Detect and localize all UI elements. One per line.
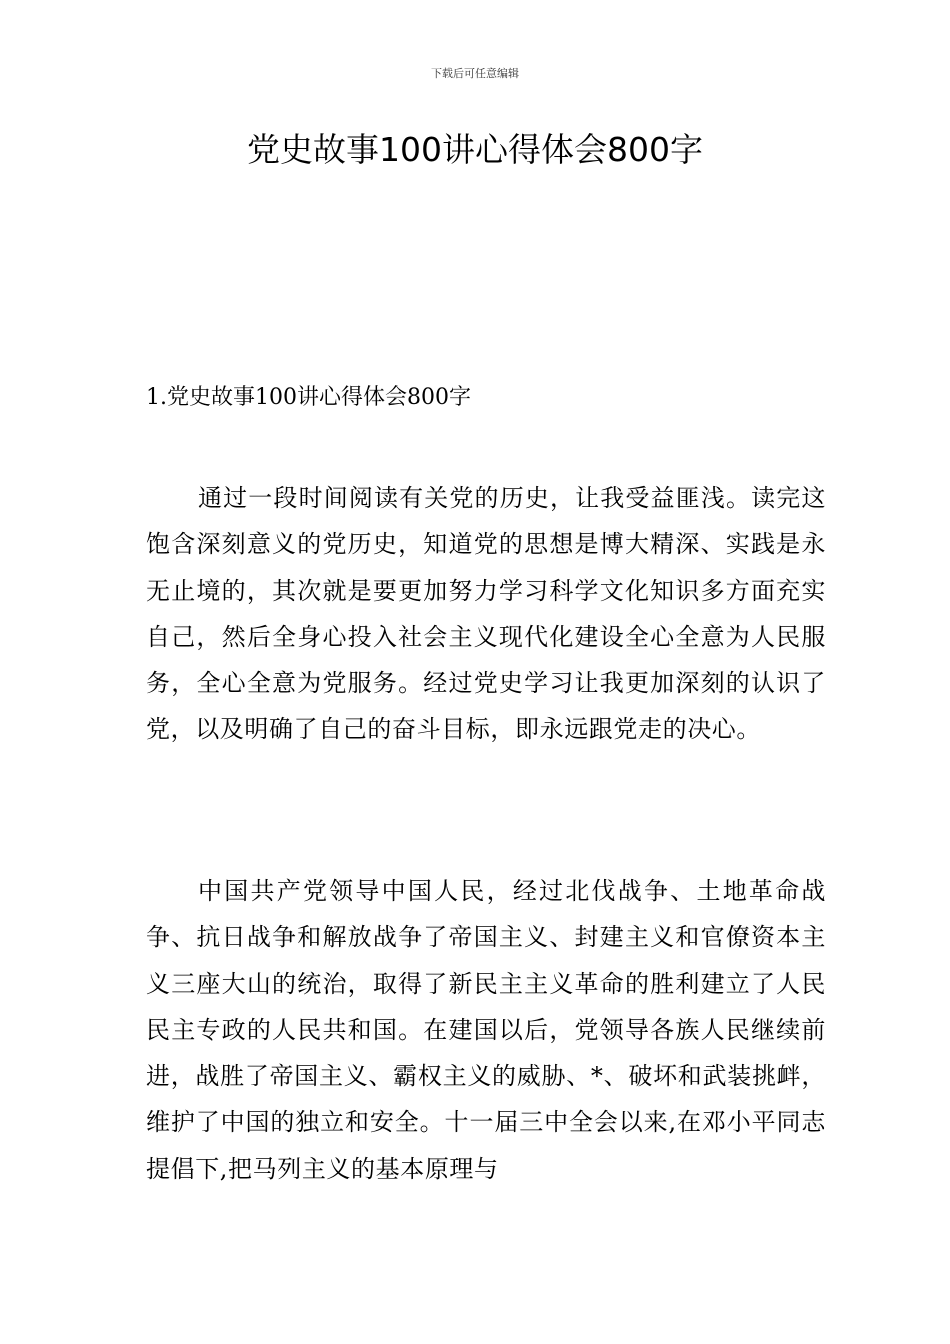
paragraph-1: 通过一段时间阅读有关党的历史，让我受益匪浅。读完这饱含深刻意义的党历史，知道党的思想是博大精深、实践是永无止境的，其次就是要更加努力学习科学文化知识多方面充实自己，然后全身心投入社会主义现代化建设全心全意为人民服务，全心全意为党服务。经过党史学习让我更加深刻的认识了党，以及明确了自己的奋斗目标，即永远跟党走的决心。 [146,484,826,744]
document-title: 党史故事100讲心得体会800字 [247,130,703,169]
header-note: 下载后可任意编辑 [431,67,519,80]
paragraph-2: 中国共产党领导中国人民，经过北伐战争、土地革命战争、抗日战争和解放战争了帝国主义、封建主义和官僚资本主义三座大山的统治，取得了新民主主义革命的胜利建立了人民民主专政的人民共和国。在建国以后，党领导各族人民继续前进，战胜了帝国主义、霸权主义的威胁、*、破坏和武装挑衅，维护了中国的独立和安全。十一届三中全会以来,在邓小平同志提倡下,把马列主义的基本原理与 [146,877,826,1183]
section-heading: 1.党史故事100讲心得体会800字 [146,385,471,410]
